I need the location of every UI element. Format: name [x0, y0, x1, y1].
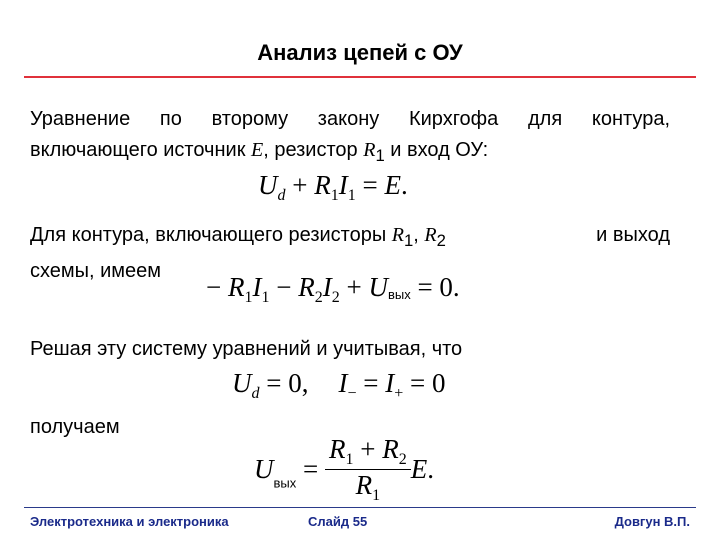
math-subscript: 1	[261, 289, 270, 306]
text: Для контура, включающего резисторы	[30, 224, 392, 246]
math-symbol: I	[252, 272, 262, 302]
symbol-R2: R	[424, 224, 437, 246]
symbol-R: R	[363, 139, 376, 161]
symbol-E: E	[251, 139, 264, 161]
math-operator: =	[296, 454, 325, 484]
math-symbol: R	[298, 272, 315, 302]
paragraph-kirchhoff-intro	[30, 104, 670, 171]
math-operator: +	[285, 170, 315, 200]
subscript: 1	[375, 146, 385, 165]
math-symbol: R	[314, 170, 331, 200]
text: включающего источник	[30, 139, 251, 161]
math-operator: = 0.	[410, 272, 460, 302]
title-underline	[24, 76, 696, 78]
math-punct: .	[427, 454, 434, 484]
footer-slide-number: Слайд 55	[308, 514, 368, 529]
paragraph-solving: Решая эту систему уравнений и учитывая, что	[30, 338, 463, 360]
math-operator: =	[356, 368, 386, 398]
paragraph-line	[30, 135, 670, 171]
math-symbol: I	[385, 368, 395, 398]
math-operator: = 0,	[259, 368, 309, 398]
math-subscript: −	[347, 385, 357, 402]
equation-2	[206, 272, 460, 307]
text: и выход	[585, 224, 670, 246]
math-subscript: 2	[398, 451, 407, 468]
math-subscript: 1	[330, 187, 339, 204]
symbol-R1: R	[391, 224, 405, 246]
text	[30, 220, 446, 256]
math-symbol: I	[338, 368, 348, 398]
fraction	[325, 434, 411, 505]
math-symbol: U	[258, 170, 278, 200]
math-subscript: 2	[331, 289, 340, 306]
math-subscript: 1	[347, 187, 356, 204]
footer-author: Довгун В.П.	[614, 514, 690, 529]
math-subscript: 1	[345, 451, 354, 468]
math-symbol: U	[232, 368, 252, 398]
math-symbol: E	[410, 454, 428, 484]
math-symbol: R	[328, 434, 346, 464]
footer-course: Электротехника и электроника	[30, 514, 229, 529]
subscript: 1	[404, 231, 414, 250]
math-punct: .	[400, 170, 408, 200]
math-subscript: 1	[372, 487, 381, 504]
math-symbol: U	[254, 454, 274, 484]
text: , резистор	[263, 139, 364, 161]
math-symbol: R	[355, 470, 373, 500]
paragraph-line: схемы, имеем	[30, 260, 162, 282]
paragraph-result: получаем	[30, 416, 120, 438]
math-subscript: вых	[273, 475, 297, 491]
math-operator: −	[206, 272, 228, 302]
text: ,	[413, 224, 425, 246]
math-subscript: 1	[244, 289, 253, 306]
math-subscript: 2	[314, 289, 323, 306]
math-operator: −	[269, 272, 299, 302]
math-symbol: R	[382, 434, 399, 464]
math-subscript: вых	[387, 287, 411, 302]
math-operator: +	[339, 272, 369, 302]
equation-3	[232, 368, 446, 403]
paragraph-line: Уравнение по второму закону Кирхгофа для контура,	[30, 108, 670, 130]
math-symbol: I	[338, 170, 348, 200]
text: и вход ОУ:	[384, 139, 489, 161]
equation-4	[254, 434, 434, 505]
subscript: 2	[436, 231, 446, 250]
math-operator: +	[353, 434, 383, 464]
math-operator: =	[355, 170, 385, 200]
math-symbol: R	[227, 272, 245, 302]
math-subscript: d	[251, 385, 260, 402]
math-symbol: U	[368, 272, 388, 302]
fraction-denominator	[325, 469, 411, 505]
footer-divider	[24, 507, 696, 508]
math-symbol: E	[384, 170, 401, 200]
paragraph-line	[30, 220, 670, 256]
equation-1	[258, 170, 408, 205]
math-operator: = 0	[403, 368, 446, 398]
fraction-numerator	[325, 434, 411, 469]
math-subscript: d	[277, 187, 286, 204]
slide-title: Анализ цепей с ОУ	[257, 40, 463, 65]
math-subscript: +	[394, 385, 404, 402]
math-symbol: I	[322, 272, 332, 302]
